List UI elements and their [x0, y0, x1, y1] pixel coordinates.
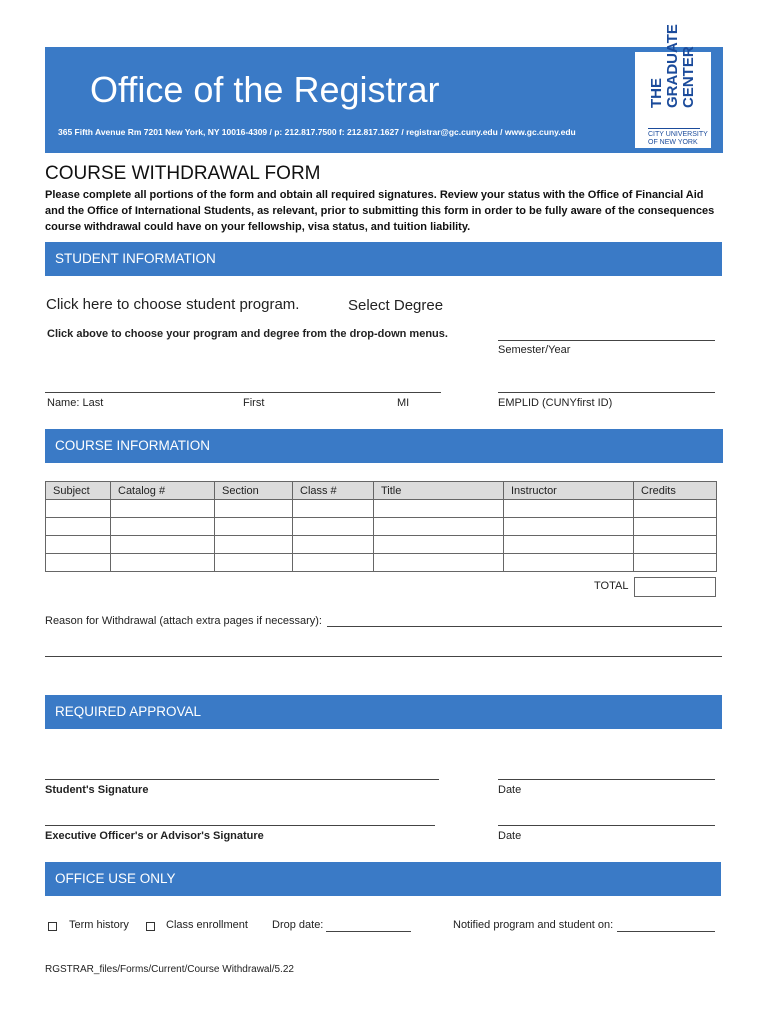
class-enrollment-label: Class enrollment — [166, 919, 248, 931]
reason-line-1[interactable] — [327, 626, 722, 627]
dropdown-hint: Click above to choose your program and degree from the drop-down menus. — [47, 328, 448, 340]
program-dropdown[interactable]: Click here to choose student program. — [46, 296, 300, 313]
term-history-label: Term history — [69, 919, 129, 931]
table-cell[interactable] — [215, 536, 293, 554]
table-cell[interactable] — [504, 500, 634, 518]
total-label: TOTAL — [594, 580, 629, 592]
table-cell[interactable] — [504, 554, 634, 572]
table-cell[interactable] — [504, 518, 634, 536]
office-title: Office of the Registrar — [90, 69, 440, 110]
registrar-header — [45, 24, 723, 153]
logo-word-graduate: GRADUATE — [664, 24, 681, 108]
semester-line[interactable] — [498, 340, 715, 341]
student-signature-label: Student's Signature — [45, 784, 149, 796]
reason-label: Reason for Withdrawal (attach extra pages if necessary): — [45, 615, 322, 627]
table-cell[interactable] — [634, 500, 717, 518]
table-cell[interactable] — [634, 536, 717, 554]
drop-date-label: Drop date: — [272, 919, 324, 931]
officer-signature-line[interactable] — [45, 825, 435, 826]
logo-subtitle — [648, 131, 708, 147]
emplid-label: EMPLID (CUNYfirst ID) — [498, 397, 613, 409]
table-cell[interactable] — [46, 554, 111, 572]
table-row — [46, 518, 717, 536]
table-header-row — [46, 482, 717, 500]
total-credits-field[interactable] — [634, 577, 716, 597]
logo-word-center: CENTER — [680, 46, 697, 108]
table-cell[interactable] — [46, 518, 111, 536]
name-line[interactable] — [45, 392, 441, 393]
student-signature-line[interactable] — [45, 779, 439, 780]
table-cell[interactable] — [634, 554, 717, 572]
logo-divider — [648, 128, 700, 129]
table-cell[interactable] — [215, 500, 293, 518]
table-cell[interactable] — [215, 518, 293, 536]
logo-word-the: THE — [648, 78, 665, 108]
student-date-label: Date — [498, 784, 522, 796]
officer-signature-label: Executive Officer's or Advisor's Signature — [45, 830, 264, 842]
officer-date-line[interactable] — [498, 825, 715, 826]
notified-date-line[interactable] — [617, 931, 715, 932]
footer-path: RGSTRAR_files/Forms/Current/Course Withdrawal/5.22 — [45, 964, 294, 975]
student-date-line[interactable] — [498, 779, 715, 780]
table-cell[interactable] — [634, 518, 717, 536]
emplid-line[interactable] — [498, 392, 715, 393]
graduate-center-logo — [635, 24, 711, 148]
table-cell[interactable] — [374, 500, 504, 518]
table-cell[interactable] — [46, 536, 111, 554]
table-cell[interactable] — [293, 554, 374, 572]
name-last-label: Name: Last — [47, 397, 104, 409]
drop-date-line[interactable] — [326, 931, 411, 932]
semester-label: Semester/Year — [498, 344, 571, 356]
col-credits: Credits — [634, 482, 717, 500]
table-cell[interactable] — [374, 518, 504, 536]
table-row — [46, 536, 717, 554]
name-mi-label: MI — [397, 397, 410, 409]
class-enrollment-checkbox[interactable] — [146, 922, 155, 931]
student-info-heading: STUDENT INFORMATION — [45, 242, 722, 276]
officer-date-label: Date — [498, 830, 522, 842]
table-cell[interactable] — [293, 500, 374, 518]
term-history-checkbox[interactable] — [48, 922, 57, 931]
form-title: COURSE WITHDRAWAL FORM — [45, 163, 321, 184]
table-cell[interactable] — [293, 536, 374, 554]
logo-sub-line2: OF NEW YORK — [648, 139, 698, 146]
notified-label: Notified program and student on: — [453, 919, 614, 931]
form-intro: Please complete all portions of the form and obtain all required signatures. Review your status with the Office of Financial Aid and the Office of International Students, as relevant, prior to submitting this form in order to be fully aware of the consequences course withdrawal could have on your fellowship, visa status, and tuition liability. — [45, 189, 715, 233]
office-address: 365 Fifth Avenue Rm 7201 New York, NY 10016-4309 / p: 212.817.7500 f: 212.817.1627 / registrar@gc.cuny.edu / www.gc.cuny.edu — [58, 127, 576, 137]
table-cell[interactable] — [111, 554, 215, 572]
approval-heading: REQUIRED APPROVAL — [45, 695, 722, 729]
col-title: Title — [374, 482, 504, 500]
table-cell[interactable] — [293, 518, 374, 536]
col-class: Class # — [293, 482, 374, 500]
col-instructor: Instructor — [504, 482, 634, 500]
table-cell[interactable] — [504, 536, 634, 554]
name-first-label: First — [243, 397, 265, 409]
table-cell[interactable] — [111, 518, 215, 536]
table-cell[interactable] — [111, 536, 215, 554]
table-cell[interactable] — [374, 554, 504, 572]
course-info-heading: COURSE INFORMATION — [45, 429, 723, 463]
col-catalog: Catalog # — [111, 482, 215, 500]
col-section: Section — [215, 482, 293, 500]
table-cell[interactable] — [374, 536, 504, 554]
logo-sub-line1: CITY UNIVERSITY — [648, 131, 708, 138]
course-table — [45, 481, 717, 572]
table-cell[interactable] — [111, 500, 215, 518]
office-use-heading: OFFICE USE ONLY — [45, 862, 721, 896]
col-subject: Subject — [46, 482, 111, 500]
table-row — [46, 500, 717, 518]
degree-dropdown[interactable]: Select Degree — [348, 297, 444, 314]
table-cell[interactable] — [46, 500, 111, 518]
reason-line-2[interactable] — [45, 656, 722, 657]
table-cell[interactable] — [215, 554, 293, 572]
table-row — [46, 554, 717, 572]
